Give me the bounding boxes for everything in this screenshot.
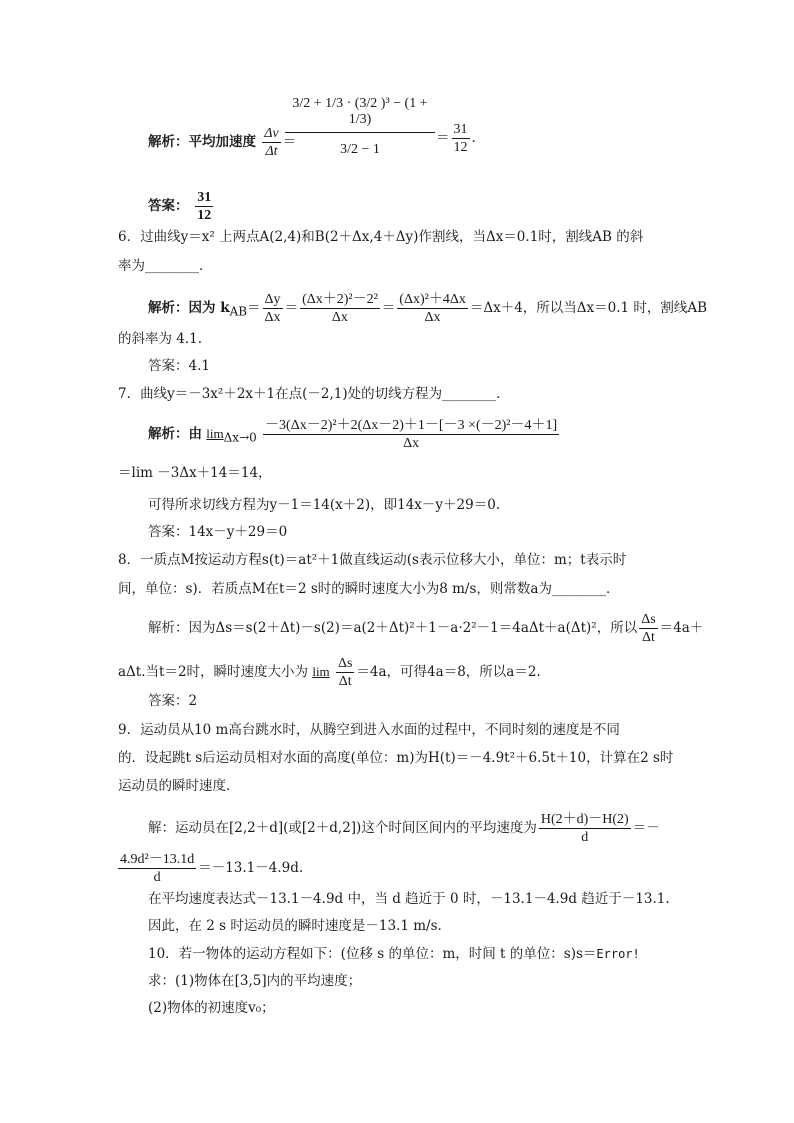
q7-line3: ＝lim －3Δx＋14＝14， [118,465,272,481]
q9-line2: 的．设起跳t s后运动员相对水面的高度(单位：m)为H(t)＝－4.9t²＋6.5t＋10，计算在2 s时 [118,750,674,766]
q6-line2: 率为________． [118,258,213,274]
p5-solution: 解析：平均加速度 $\frac{\Delta v}{\Delta t}$ ＝ [148,126,297,159]
q9-line7: 因此，在 2 s 时运动员的瞬时速度是－13.1 m/s. [148,918,442,934]
q7-line4: 可得所求切线方程为y－1＝14(x＋2)，即14x－y＋29＝0. [148,497,501,513]
q8-lim: lim [312,664,330,679]
q9-solution-mid: ＝－ [632,820,660,836]
q6-line1: 6．过曲线y＝x² 上两点A(2,4)和B(2＋Δx,4＋Δy)作割线，当Δx＝0.1时，割线AB 的斜 [118,229,644,245]
q9-solution-c: ＝－13.1－4.9d. [198,860,304,876]
q9-frac2-num: 4.9d²－13.1d [120,852,195,867]
q7-frac-num: －3(Δx－2)²＋2(Δx－2)＋1－[－3 ×(－2)²－4＋1] [265,418,558,433]
q6-solution: 解析：因为 $k_{AB}=$ $\frac{\Delta y}{\Delta x}$ ＝ $\frac{\text{(Δx＋2)²－2²}}{\Delta x}$ ＝ $\frac{\text{(Δx)²＋4Δx}}{\Delta x}$ ＝Δx＋4，所以当Δx＝0.1 时，割线AB [148,292,708,325]
p5-answer [148,190,215,223]
q9-solution-line2 [118,852,303,885]
q6-frac1-den: Δx [264,310,281,325]
q8-solution-d: ＝4a，可得4a＝8，所以a＝2. [356,664,541,680]
q10-line1 [148,945,640,963]
q8-line2: 间，单位：s)．若质点M在t＝2 s时的瞬时速度大小为8 m/s，则常数a为________． [118,581,620,597]
q8-solution-c: aΔt.当t＝2时，瞬时速度大小为 [118,664,309,680]
q6-frac3-den: Δx [424,310,441,325]
q9-frac2-den: d [153,870,161,885]
q7-answer: 答案：14x－y＋29＝0 [148,524,288,540]
p5-answer-label: 答案： [148,198,189,214]
q8-line1: 8．一质点M按运动方程s(t)＝at²＋1做直线运动(s表示位移大小，单位：m；t表示时 [118,552,627,568]
p5-answer-den: 12 [197,208,212,223]
q8-solution-start: 解析：因为Δs＝s(2＋Δt)－s(2)＝a(2＋Δt)²＋1－a·2²－1＝4aΔt＋a(Δt)²，所以 [148,620,638,636]
q8-frac1-den: Δt [641,630,655,645]
q7-solution [148,418,561,451]
q8-solution [148,612,703,645]
q6-solution-line2: 的斜率为 4.1. [118,331,203,347]
q10-error-text: Error! [596,947,640,961]
q7-lim-sub: Δx→0 [223,430,257,445]
q9-line6: 在平均速度表达式－13.1－4.9d 中，当 d 趋近于 0 时，－13.1－4.9d 趋近于－13.1. [148,891,670,907]
q9-frac1-num: H(2＋d)－H(2) [540,812,629,827]
p5-result-den: 12 [453,140,468,155]
q8-frac2-num: Δs [337,656,353,671]
q6-sub-ab: AB [229,304,248,319]
q6-frac2-num: (Δx＋2)²－2² [302,292,378,307]
q6-frac3-num: (Δx)²＋4Δx [399,292,466,307]
q7-lim: lim [206,426,224,441]
dt: Δt [265,144,278,159]
q10-line3: (2)物体的初速度v₀； [148,1000,275,1016]
q8-solution-mid: ＝4a＋ [659,620,704,636]
q8-answer: 答案：2 [148,693,198,709]
p5-result: ＝ $\frac{31}{12}$ . [436,122,476,155]
p5-result-num: 31 [453,122,468,137]
q9-line1: 9．运动员从10 m高台跳水时，从腾空到进入水面的过程中，不同时刻的速度是不同 [118,722,620,738]
q6-frac1-num: Δy [264,292,281,307]
q7-line1: 7．曲线y＝－3x²＋2x＋1在点(－2,1)处的切线方程为________． [118,386,510,402]
p5-big-numerator: 3/2 + 1/3 · (3/2 )³ − (1 + 1/3) [285,96,435,133]
q8-frac1-num: Δs [641,612,656,627]
q8-solution-line2 [118,656,541,689]
q9-line3: 运动员的瞬时速度． [118,778,240,794]
q7-frac-den: Δx [403,436,420,451]
p5-answer-num: 31 [197,190,212,205]
q9-solution-start: 解：运动员在[2,2＋d](或[2＋d,2])这个时间区间内的平均速度为 [148,820,537,836]
p5-big-denominator: 3/2 − 1 [340,142,380,157]
q9-frac1-den: d [581,830,589,845]
q6-answer: 答案：4.1 [148,358,210,374]
q6-frac2-den: Δx [331,310,348,325]
q6-solution-start: 解析：因为 k [148,300,230,316]
q7-solution-start: 解析：由 [148,426,202,442]
dv: Δv [264,126,279,141]
q9-solution [148,812,660,845]
p5-solution-label: 解析：平均加速度 [148,134,256,150]
dv-dt-fraction [262,126,280,159]
q10-line2: 求：(1)物体在[3,5]内的平均速度； [148,973,362,989]
q10-line1-text: 10．若一物体的运动方程如下：(位移 s 的单位：m，时间 t 的单位：s)s＝ [148,946,597,962]
q6-solution-tail: ＝Δx＋4，所以当Δx＝0.1 时，割线AB [469,300,708,316]
q8-frac2-den: Δt [338,674,352,689]
